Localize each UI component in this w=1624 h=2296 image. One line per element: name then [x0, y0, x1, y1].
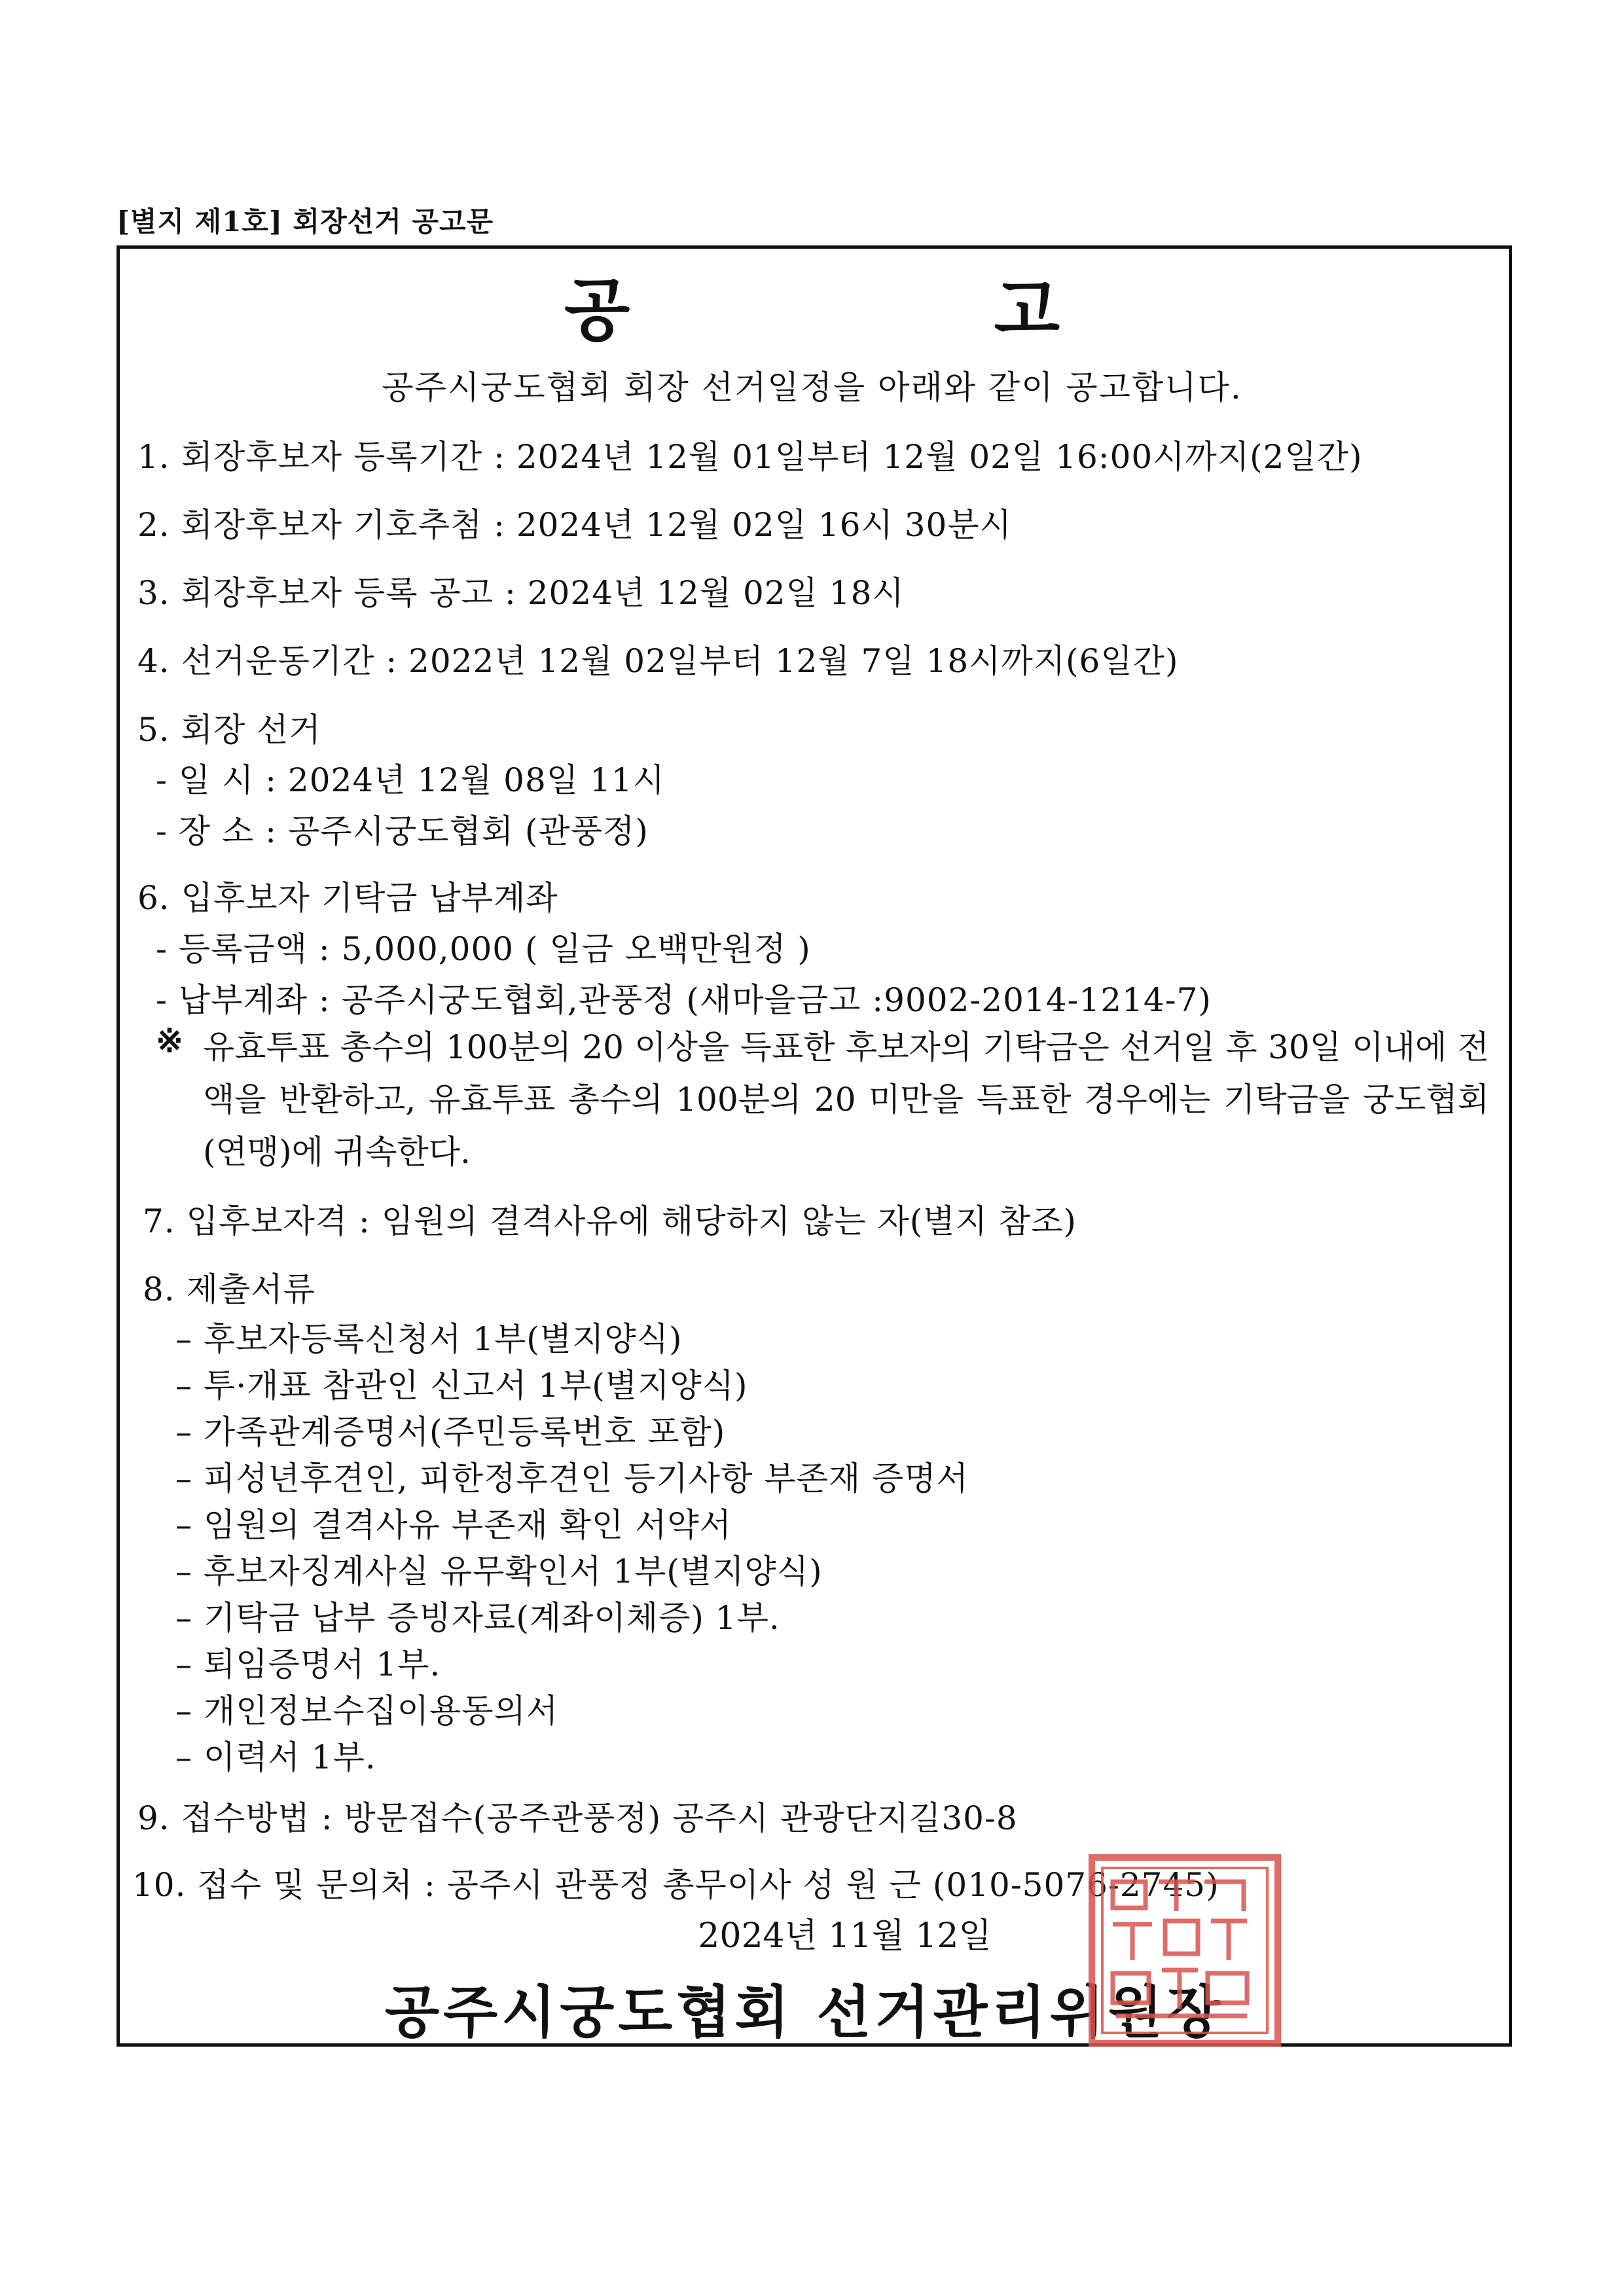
- item-4: 4. 선거운동기간 : 2022년 12월 02일부터 12월 7일 18시까지(6일간): [137, 642, 1179, 680]
- doc-item: – 기탁금 납부 증빙자료(계좌이체증) 1부.: [175, 1599, 780, 1637]
- item-9: 9. 접수방법 : 방문접수(공주관풍정) 공주시 관광단지길30-8: [137, 1799, 1018, 1837]
- reference-mark-icon: ※: [156, 1021, 183, 1060]
- item-5: 5. 회장 선거: [137, 711, 321, 749]
- item-6: 6. 입후보자 기탁금 납부계좌: [137, 879, 558, 917]
- item-7: 7. 입후보자격 : 임원의 결격사유에 해당하지 않는 자(별지 참조): [143, 1202, 1077, 1240]
- official-seal-icon: [1087, 1852, 1283, 2049]
- doc-item: – 후보자등록신청서 1부(별지양식): [175, 1320, 683, 1358]
- item-6-amount: - 등록금액 : 5,000,000 ( 일금 오백만원정 ): [156, 930, 811, 968]
- item-1: 1. 회장후보자 등록기간 : 2024년 12월 01일부터 12월 02일 16:00시까지(2일간): [137, 438, 1363, 476]
- doc-item: – 이력서 1부.: [175, 1738, 376, 1776]
- item-8: 8. 제출서류: [143, 1270, 316, 1308]
- notice-title: 공 고: [564, 270, 1231, 350]
- deposit-notice: 유효투표 총수의 100분의 20 이상을 득표한 후보자의 기탁금은 선거일 후 30일 이내에 전액을 반환하고, 유효투표 총수의 100분의 20 미만을 득표한 경우에는 기탁금을 궁도협회(연맹)에 귀속한다.: [203, 1028, 1489, 1171]
- doc-item: – 개인정보수집이용동의서: [175, 1692, 559, 1730]
- doc-item: – 투·개표 참관인 신고서 1부(별지양식): [175, 1367, 748, 1405]
- item-2: 2. 회장후보자 기호추첨 : 2024년 12월 02일 16시 30분시: [137, 506, 1012, 544]
- doc-item: – 가족관계증명서(주민등록번호 포함): [175, 1413, 726, 1451]
- item-6-account: - 납부계좌 : 공주시궁도협회,관풍정 (새마을금고 :9002-2014-1214-7): [156, 981, 1212, 1019]
- doc-item: – 임원의 결격사유 부존재 확인 서약서: [175, 1506, 732, 1544]
- item-5-place: - 장 소 : 공주시궁도협회 (관풍정): [156, 812, 649, 850]
- doc-item: – 후보자징계사실 유무확인서 1부(별지양식): [175, 1552, 823, 1590]
- intro-text: 공주시궁도협회 회장 선거일정을 아래와 같이 공고합니다.: [382, 368, 1242, 406]
- issuer-signature: 공주시궁도협회 선거관리위원장: [385, 1979, 1225, 2045]
- item-5-time: - 일 시 : 2024년 12월 08일 11시: [156, 761, 665, 799]
- item-3: 3. 회장후보자 등록 공고 : 2024년 12월 02일 18시: [137, 574, 905, 612]
- item-10: 10. 접수 및 문의처 : 공주시 관풍정 총무이사 성 원 근 (010-5076-2745): [132, 1866, 1219, 1904]
- doc-item: – 퇴임증명서 1부.: [175, 1645, 441, 1683]
- issue-date: 2024년 11월 12일: [698, 1916, 992, 1956]
- form-label: [별지 제1호] 회장선거 공고문: [117, 206, 494, 238]
- doc-item: – 피성년후견인, 피한정후견인 등기사항 부존재 증명서: [175, 1460, 969, 1498]
